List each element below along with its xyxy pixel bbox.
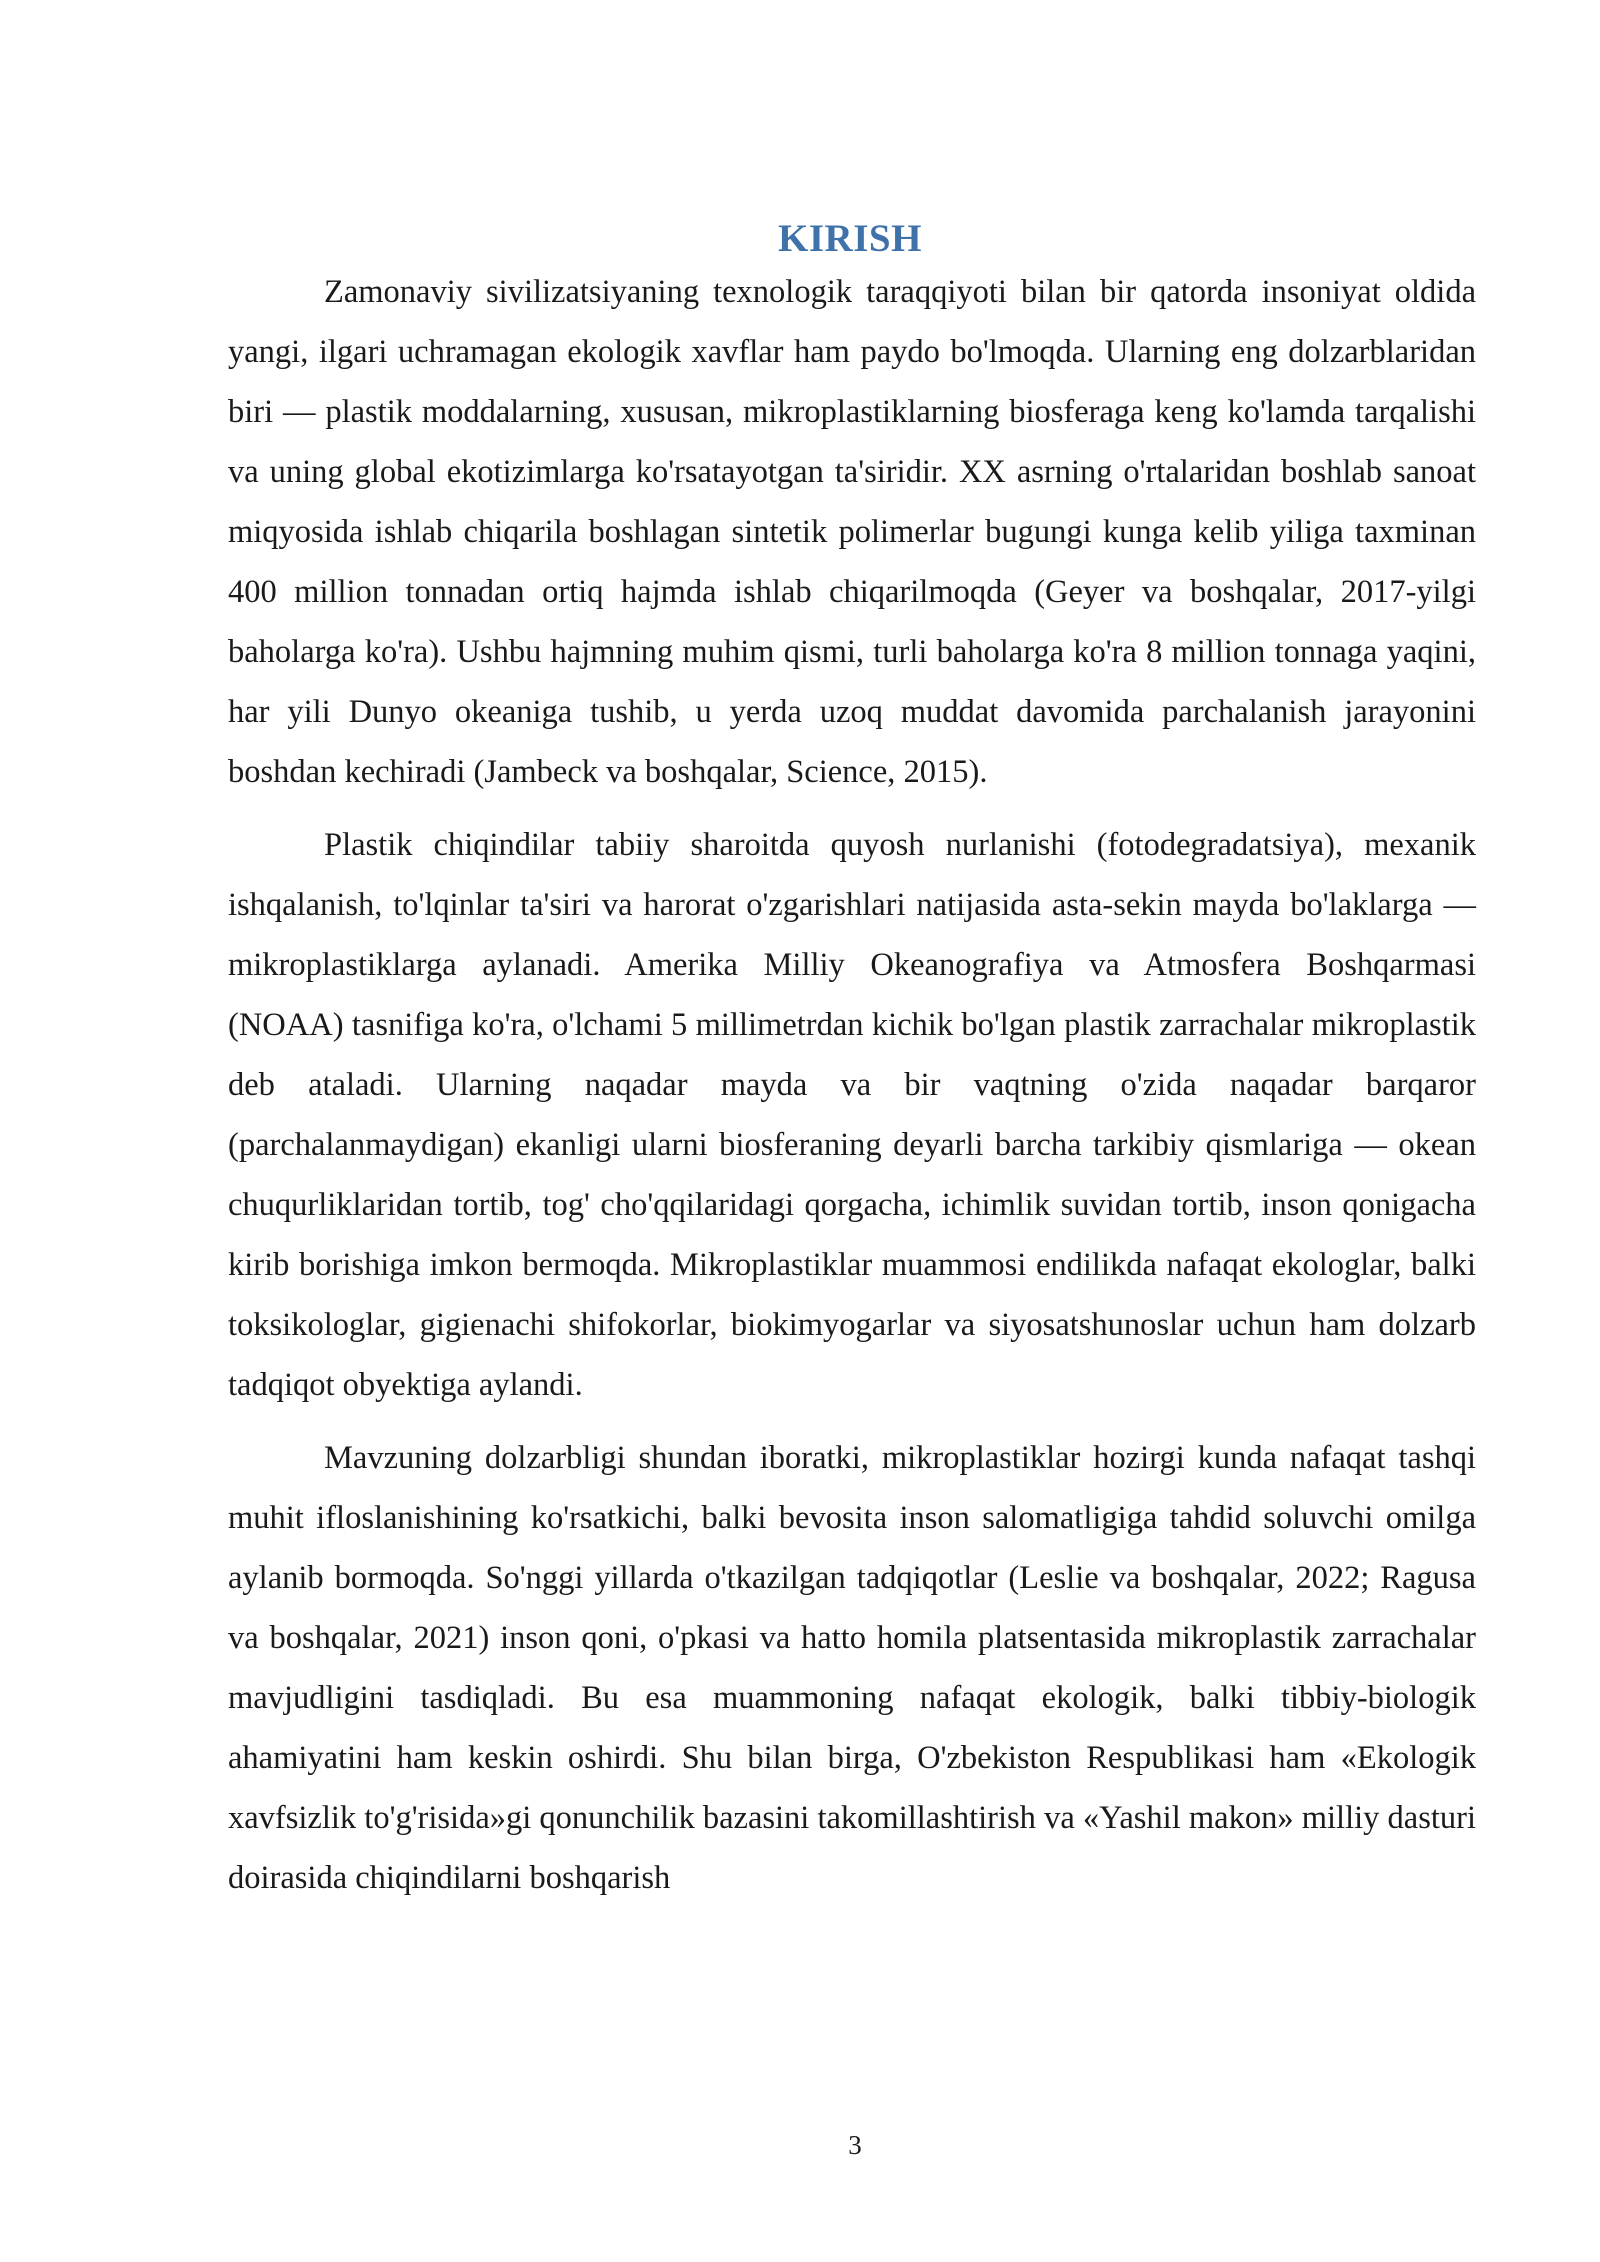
paragraph-1: Zamonaviy sivilizatsiyaning texnologik taraqqiyoti bilan bir qatorda insoniyat oldida yangi, ilgari uchramagan ekologik xavflar ham paydo bo'lmoqda. Ularning eng dolzarblaridan biri — plastik moddalarning, xususan, mikroplastiklarning biosferaga keng ko'lamda tarqalishi va uning global ekotizimlarga ko'rsatayotgan ta'siridir. XX asrning o'rtalaridan boshlab sanoat miqyosida ishlab chiqarila boshlagan sintetik polimerlar bugungi kunga kelib yiliga taxminan 400 million tonnadan ortiq hajmda ishlab chiqarilmoqda (Geyer va boshqalar, 2017-yilgi baholarga ko'ra). Ushbu hajmning muhim qismi, turli baholarga ko'ra 8 million tonnaga yaqini, har yili Dunyo okeaniga tushib, u yerda uzoq muddat davomida parchalanish jarayonini boshdan kechiradi (Jambeck va boshqalar, Science, 2015). <box>228 274 1476 790</box>
section-heading: KIRISH <box>778 217 922 261</box>
body-text <box>228 262 1476 1908</box>
paragraph-3: Mavzuning dolzarbligi shundan iboratki, mikroplastiklar hozirgi kunda nafaqat tashqi muhit ifloslanishining ko'rsatkichi, balki bevosita inson salomatligiga tahdid soluvchi omilga aylanib bormoqda. So'nggi yillarda o'tkazilgan tadqiqotlar (Leslie va boshqalar, 2022; Ragusa va boshqalar, 2021) inson qoni, o'pkasi va hatto homila platsentasida mikroplastik zarrachalar mavjudligini tasdiqladi. Bu esa muammoning nafaqat ekologik, balki tibbiy-biologik ahamiyatini ham keskin oshirdi. Shu bilan birga, O'zbekiston Respublikasi ham «Ekologik xavfsizlik to'g'risida»gi qonunchilik bazasini takomillashtirish va «Yashil makon» milliy dasturi doirasida chiqindilarni boshqarish <box>228 1440 1476 1896</box>
page-number: 3 <box>848 2130 862 2160</box>
paragraph-2: Plastik chiqindilar tabiiy sharoitda quyosh nurlanishi (fotodegradatsiya), mexanik ishqalanish, to'lqinlar ta'siri va harorat o'zgarishlari natijasida asta-sekin mayda bo'laklarga — mikroplastiklarga aylanadi. Amerika Milliy Okeanografiya va Atmosfera Boshqarmasi (NOAA) tasnifiga ko'ra, o'lchami 5 millimetrdan kichik bo'lgan plastik zarrachalar mikroplastik deb ataladi. Ularning naqadar mayda va bir vaqtning o'zida naqadar barqaror (parchalanmaydigan) ekanligi ularni biosferaning deyarli barcha tarkibiy qismlariga — okean chuqurliklaridan tortib, tog' cho'qqilaridagi qorgacha, ichimlik suvidan tortib, inson qonigacha kirib borishiga imkon bermoqda. Mikroplastiklar muammosi endilikda nafaqat ekologlar, balki toksikologlar, gigienachi shifokorlar, biokimyogarlar va siyosatshunoslar uchun ham dolzarb tadqiqot obyektiga aylandi. <box>228 827 1476 1403</box>
